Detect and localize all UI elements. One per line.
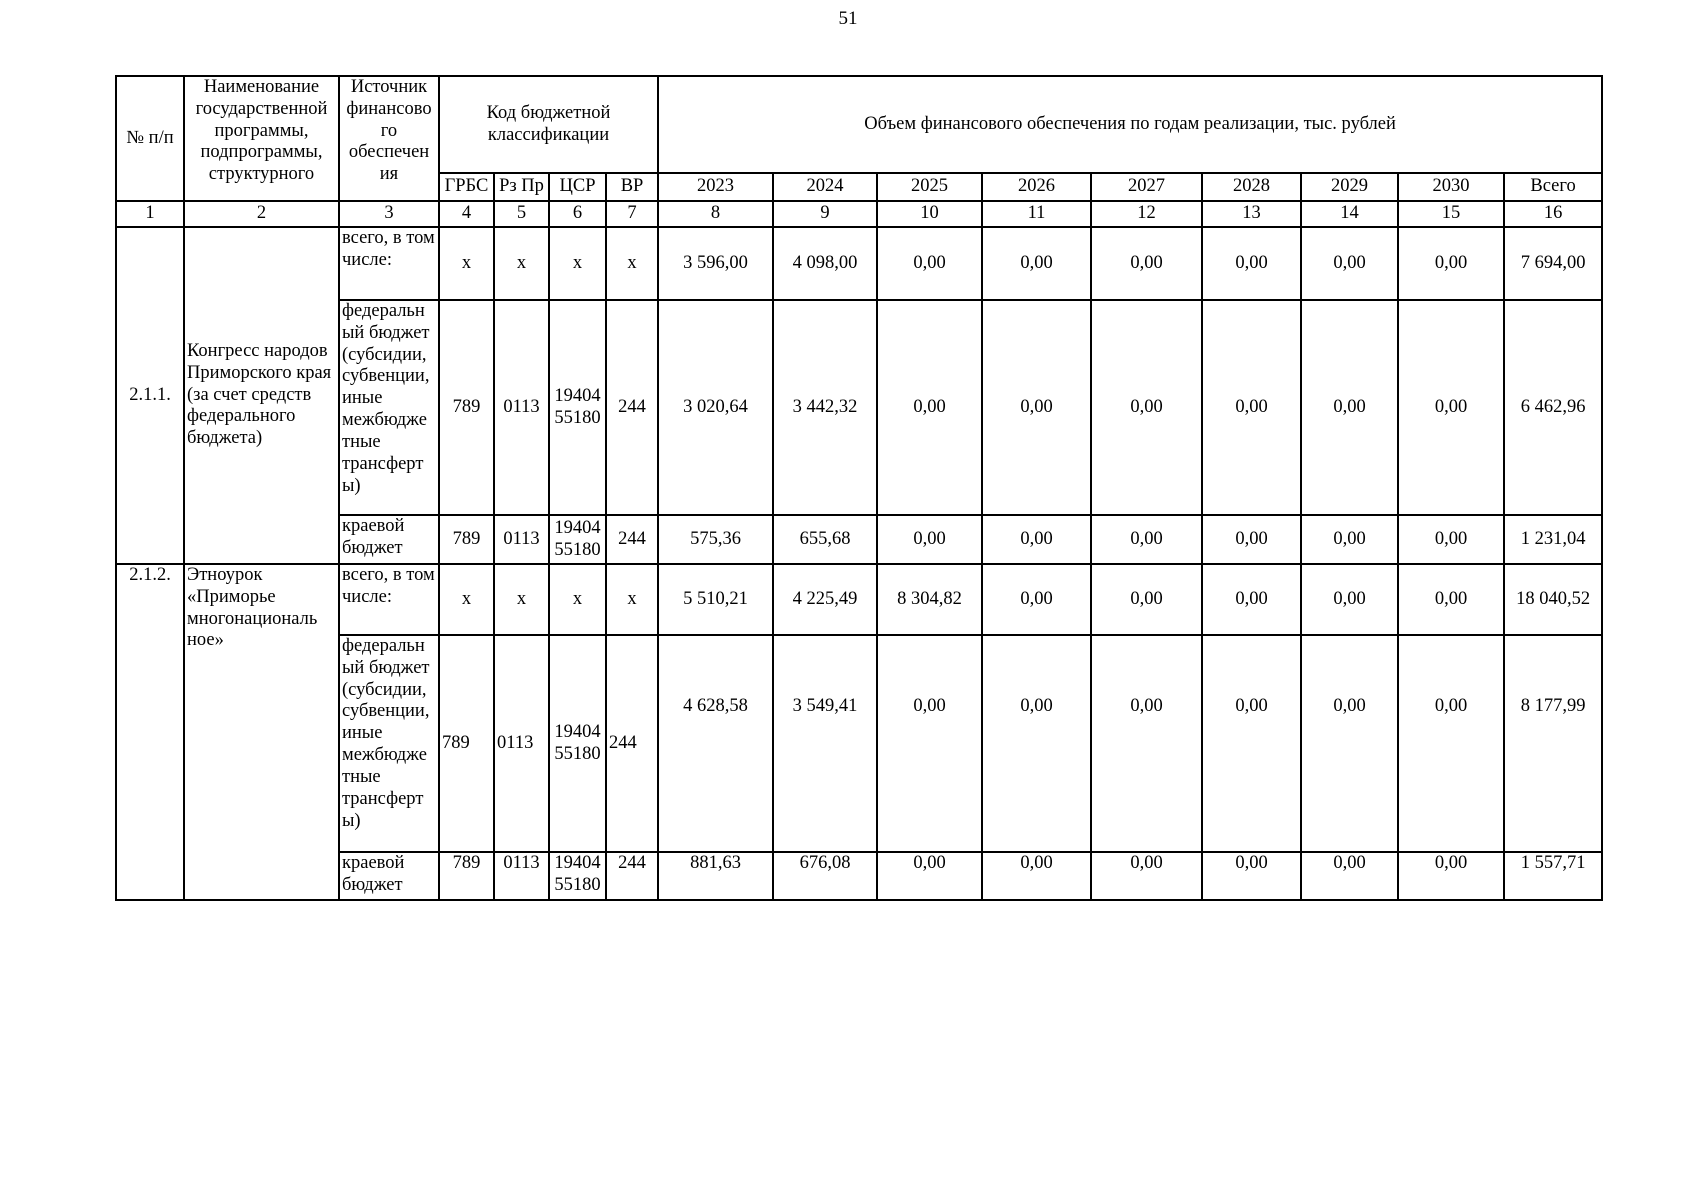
cell-value: 8 304,82 xyxy=(877,564,982,635)
cell-value: 0,00 xyxy=(982,515,1091,564)
cell-value: 0,00 xyxy=(1301,852,1398,900)
page-number: 51 xyxy=(838,8,858,29)
cell-value: 0,00 xyxy=(982,564,1091,635)
cell-value: 0,00 xyxy=(982,227,1091,300)
cell-vr: 244 xyxy=(606,852,658,900)
cell-rzpr: 0113 xyxy=(494,300,549,515)
cell-value: 0,00 xyxy=(1202,635,1301,852)
cell-value: 0,00 xyxy=(1202,515,1301,564)
header-year: 2029 xyxy=(1301,173,1398,201)
cell-value: 0,00 xyxy=(877,635,982,852)
cell-csr: х xyxy=(549,564,606,635)
header-kbk: Код бюджетной классификации xyxy=(439,76,658,173)
header-grbs: ГРБС xyxy=(439,173,494,201)
row-name: Конгресс народов Приморского края (за счет средств федерального бюджета) xyxy=(184,227,339,564)
row-source: краевой бюджет xyxy=(339,515,439,564)
header-vr: ВР xyxy=(606,173,658,201)
cell-csr: 19404 55180 xyxy=(549,300,606,515)
table-row xyxy=(116,635,1602,852)
cell-value: 3 442,32 xyxy=(773,300,877,515)
cell-value: 0,00 xyxy=(1398,515,1504,564)
column-number: 5 xyxy=(494,201,549,227)
table-row xyxy=(116,515,1602,564)
row-name: Этноурок «Приморье многонациональ ное» xyxy=(184,564,339,900)
column-number: 7 xyxy=(606,201,658,227)
row-source: федеральн ый бюджет (субсидии, субвенции, иные межбюдже тные трансферт ы) xyxy=(339,635,439,852)
row-source: федеральн ый бюджет (субсидии, субвенции, иные межбюдже тные трансферт ы) xyxy=(339,300,439,515)
table-row xyxy=(116,564,1602,635)
cell-value: 4 628,58 xyxy=(658,635,773,852)
cell-value: 0,00 xyxy=(982,635,1091,852)
table-row xyxy=(116,227,1602,300)
cell-value: 5 510,21 xyxy=(658,564,773,635)
header-row-top xyxy=(116,76,1602,173)
column-number: 11 xyxy=(982,201,1091,227)
cell-grbs: 789 xyxy=(439,300,494,515)
cell-value: 3 596,00 xyxy=(658,227,773,300)
row-source: всего, в том числе: xyxy=(339,564,439,635)
cell-value: 575,36 xyxy=(658,515,773,564)
cell-rzpr: х xyxy=(494,564,549,635)
cell-value: 0,00 xyxy=(982,300,1091,515)
cell-value: 0,00 xyxy=(1301,515,1398,564)
cell-value: 0,00 xyxy=(1398,300,1504,515)
header-year: 2026 xyxy=(982,173,1091,201)
cell-vr: х xyxy=(606,227,658,300)
header-year: 2030 xyxy=(1398,173,1504,201)
header-total: Всего xyxy=(1504,173,1602,201)
cell-rzpr: 0113 xyxy=(494,515,549,564)
column-number: 9 xyxy=(773,201,877,227)
cell-value: 0,00 xyxy=(1301,635,1398,852)
header-rzpr: Рз Пр xyxy=(494,173,549,201)
header-name: Наименование государственной программы, подпрограммы, структурного xyxy=(184,76,339,201)
cell-value: 0,00 xyxy=(1091,300,1202,515)
cell-grbs: 789 xyxy=(439,635,494,852)
cell-grbs: х xyxy=(439,564,494,635)
row-index: 2.1.1. xyxy=(116,227,184,564)
cell-vr: 244 xyxy=(606,515,658,564)
cell-value: 0,00 xyxy=(1091,564,1202,635)
cell-csr: 19404 55180 xyxy=(549,635,606,852)
cell-value: 0,00 xyxy=(1398,852,1504,900)
cell-value: 0,00 xyxy=(1091,515,1202,564)
cell-vr: 244 xyxy=(606,300,658,515)
header-year: 2023 xyxy=(658,173,773,201)
column-number: 15 xyxy=(1398,201,1504,227)
cell-csr: х xyxy=(549,227,606,300)
cell-value: 6 462,96 xyxy=(1504,300,1602,515)
cell-rzpr: 0113 xyxy=(494,852,549,900)
header-csr: ЦСР xyxy=(549,173,606,201)
column-number: 4 xyxy=(439,201,494,227)
cell-value: 0,00 xyxy=(1202,227,1301,300)
cell-grbs: 789 xyxy=(439,852,494,900)
column-number: 1 xyxy=(116,201,184,227)
cell-value: 4 098,00 xyxy=(773,227,877,300)
cell-grbs: 789 xyxy=(439,515,494,564)
header-year: 2028 xyxy=(1202,173,1301,201)
cell-rzpr: 0113 xyxy=(494,635,549,852)
column-number: 3 xyxy=(339,201,439,227)
cell-csr: 19404 55180 xyxy=(549,515,606,564)
cell-value: 0,00 xyxy=(877,300,982,515)
cell-value: 4 225,49 xyxy=(773,564,877,635)
row-source: всего, в том числе: xyxy=(339,227,439,300)
column-number: 2 xyxy=(184,201,339,227)
cell-value: 0,00 xyxy=(1398,227,1504,300)
cell-value: 0,00 xyxy=(1091,227,1202,300)
cell-value: 1 231,04 xyxy=(1504,515,1602,564)
table-row xyxy=(116,300,1602,515)
cell-value: 3 020,64 xyxy=(658,300,773,515)
cell-grbs: х xyxy=(439,227,494,300)
row-index: 2.1.2. xyxy=(116,564,184,900)
cell-vr: 244 xyxy=(606,635,658,852)
cell-value: 18 040,52 xyxy=(1504,564,1602,635)
cell-csr: 19404 55180 xyxy=(549,852,606,900)
cell-value: 0,00 xyxy=(1202,852,1301,900)
column-number: 6 xyxy=(549,201,606,227)
cell-value: 0,00 xyxy=(877,515,982,564)
cell-value: 0,00 xyxy=(877,227,982,300)
cell-value: 1 557,71 xyxy=(1504,852,1602,900)
budget-table xyxy=(115,75,1603,901)
cell-value: 0,00 xyxy=(1202,564,1301,635)
column-number: 12 xyxy=(1091,201,1202,227)
row-source: краевой бюджет xyxy=(339,852,439,900)
cell-value: 0,00 xyxy=(1398,564,1504,635)
cell-value: 0,00 xyxy=(1301,300,1398,515)
cell-rzpr: х xyxy=(494,227,549,300)
header-volume: Объем финансового обеспечения по годам реализации, тыс. рублей xyxy=(658,76,1602,173)
column-numbers-row xyxy=(116,201,1602,227)
cell-value: 676,08 xyxy=(773,852,877,900)
cell-value: 881,63 xyxy=(658,852,773,900)
cell-value: 3 549,41 xyxy=(773,635,877,852)
cell-value: 7 694,00 xyxy=(1504,227,1602,300)
column-number: 16 xyxy=(1504,201,1602,227)
cell-vr: х xyxy=(606,564,658,635)
header-index: № п/п xyxy=(116,76,184,201)
cell-value: 8 177,99 xyxy=(1504,635,1602,852)
cell-value: 0,00 xyxy=(982,852,1091,900)
column-number: 13 xyxy=(1202,201,1301,227)
cell-value: 0,00 xyxy=(877,852,982,900)
cell-value: 0,00 xyxy=(1301,564,1398,635)
cell-value: 0,00 xyxy=(1202,300,1301,515)
header-source: Источник финансово го обеспечен ия xyxy=(339,76,439,201)
column-number: 10 xyxy=(877,201,982,227)
cell-value: 0,00 xyxy=(1091,635,1202,852)
column-number: 8 xyxy=(658,201,773,227)
header-year: 2024 xyxy=(773,173,877,201)
cell-value: 0,00 xyxy=(1398,635,1504,852)
table-row xyxy=(116,852,1602,900)
header-year: 2025 xyxy=(877,173,982,201)
cell-value: 655,68 xyxy=(773,515,877,564)
cell-value: 0,00 xyxy=(1091,852,1202,900)
cell-value: 0,00 xyxy=(1301,227,1398,300)
column-number: 14 xyxy=(1301,201,1398,227)
header-year: 2027 xyxy=(1091,173,1202,201)
